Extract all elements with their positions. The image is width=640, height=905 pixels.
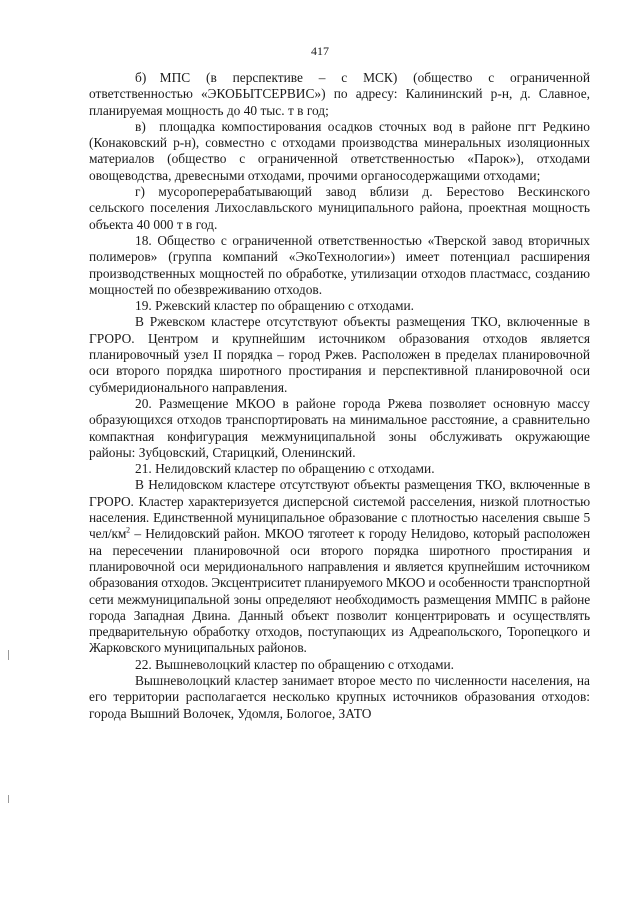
paragraph-18: 18. Общество с ограниченной ответственностью «Тверской завод вторичных полимеров» (группа компаний «ЭкоТехнологии») имеет потенциал расширения производственных мощностей по обработке, утилизации отходов пластмасс, созданию мощностей по обезвреживанию отходов.	[89, 232, 590, 297]
heading-19-rzhev-cluster: 19. Ржевский кластер по обращению с отходами.	[135, 298, 415, 314]
paragraph-20: 20. Размещение МКОО в районе города Ржева позволяет основную массу образующихся отходов транспортировать на минимальное расстояние, а сравнительно компактная конфигурация межмуниципальной зоны обслуживать окружающие районы: Зубцовский, Старицкий, Оленинский.	[89, 395, 590, 460]
nelidovo-text-start: В Нелидовском кластере отсутствуют объекты размещения ТКО, включенные в ГРОРО. Кластер характеризуется дисперсной системой расселения, низкой плотностью населения. Единственной муниципальное образование с плотностью населения свыше 5 чел/км	[89, 477, 590, 542]
paragraph-rzhev-description: В Ржевском кластере отсутствуют объекты размещения ТКО, включенные в ГРОРО. Центром и крупнейшим источником образования отходов является планировочный узел II порядка – город Ржев. Расположен в пределах планировочной оси второго порядка широтного простирания и перспективной планировочной оси субмеридионального направления.	[89, 314, 590, 395]
heading-22-vyshny-volochek-cluster: 22. Вышневолоцкий кластер по обращению с отходами.	[135, 656, 455, 672]
paragraph-vyshny-volochek-description: Вышневолоцкий кластер занимает второе место по численности населения, на его территории располагается несколько крупных источников образования отходов: города Вышний Волочек, Удомля, Бологое, ЗАТО	[89, 672, 590, 721]
document-body	[89, 70, 590, 722]
page-number: 417	[311, 44, 329, 58]
paragraph-nelidovo-description	[89, 477, 590, 656]
scan-margin-mark	[8, 795, 9, 803]
superscript-squared: 2	[126, 525, 131, 535]
heading-21-nelidovo-cluster: 21. Нелидовский кластер по обращению с отходами.	[135, 461, 435, 477]
scan-margin-mark	[8, 650, 9, 660]
list-item-v: в) площадка компостирования осадков сточных вод в районе пгт Редкино (Конаковский р-н), совместно с отходами производства минеральных изоляционных материалов (общество с ограниченной ответственностью «Парок»), отходами овощеводства, древесными отходами, прочими органосодержащими отходами;	[89, 118, 590, 183]
list-item-g: г) мусороперерабатывающий завод вблизи д. Берестово Вескинского сельского поселения Лихославльского муниципального района, проектная мощность объекта 40 000 т в год.	[89, 184, 590, 232]
list-item-b: б) МПС (в перспективе – с МСК) (общество с ограниченной ответственностью «ЭКОБЫТСЕРВИС») по адресу: Калининский р-н, д. Славное, планируемая мощность до 40 тыс. т в год;	[89, 70, 590, 118]
nelidovo-text-end: – Нелидовский район. МКОО тяготеет к городу Нелидово, который расположен на пересечении планировочной оси второго порядка широтного простирания и планировочной оси меридионального направления и является крупнейшим источником образования отходов. Эксцентриситет планируемого МКОО и особенности транспортной сети межмуниципальной зоны определяют необходимость размещения ММПС в районе города Западная Двина. Данный объект позволит концентрировать и осуществлять предварительную обработку отходов, поступающих из Адреапольского, Торопецкого и Жарковского муниципальных районов.	[89, 526, 590, 656]
